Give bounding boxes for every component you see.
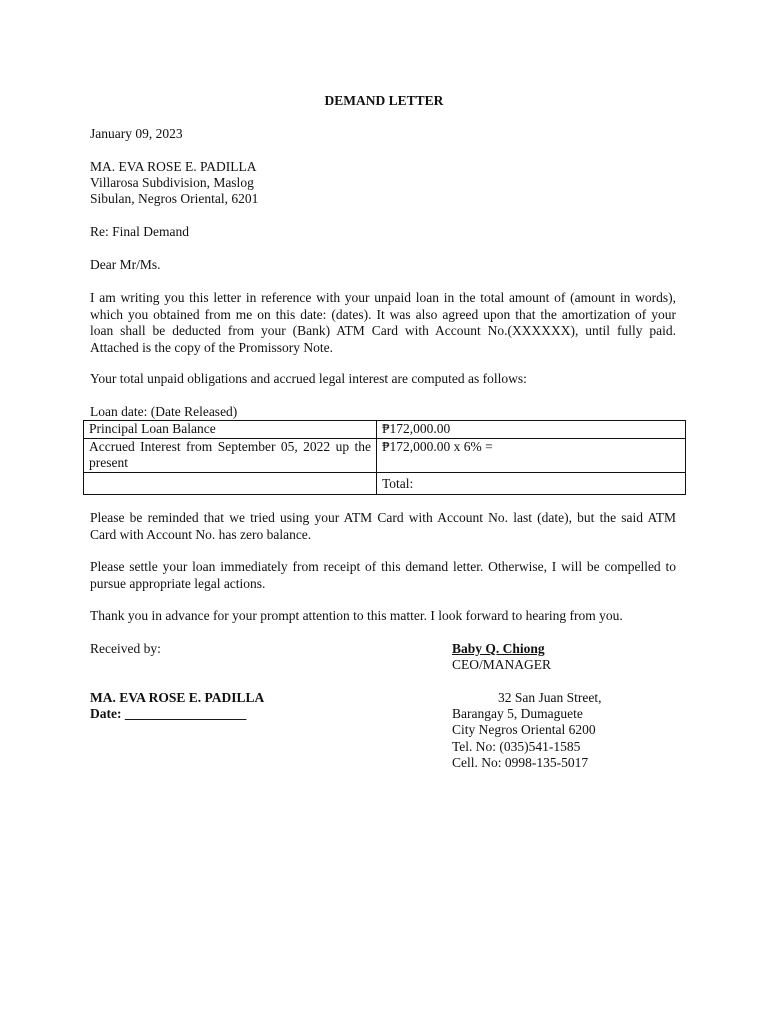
paragraph-line: I am writing you this letter in reference with your unpaid loan in the total amount of (amount in words), — [90, 290, 676, 305]
receiver-date-line: Date: __________________ — [90, 706, 247, 721]
paragraph-computation-intro: Your total unpaid obligations and accrued legal interest are computed as follows: — [90, 371, 527, 386]
sender-telephone: Tel. No: (035)541-1585 — [452, 739, 581, 754]
recipient-name: MA. EVA ROSE E. PADILLA — [90, 159, 257, 174]
letter-date: January 09, 2023 — [90, 126, 183, 141]
paragraph-settle-loan — [90, 559, 676, 592]
paragraph-thank-you: Thank you in advance for your prompt attention to this matter. I look forward to hearing from you. — [90, 608, 623, 623]
recipient-address-line-1: Villarosa Subdivision, Maslog — [90, 175, 254, 190]
table-cell: Total: — [377, 472, 686, 494]
sender-cellphone: Cell. No: 0998-135-5017 — [452, 755, 589, 770]
sender-address-line-2: Barangay 5, Dumaguete — [452, 706, 583, 721]
table-cell: Principal Loan Balance — [84, 421, 377, 439]
computation-table — [83, 420, 686, 495]
paragraph-line: which you obtained from me on this date: (dates). It was also agreed upon that the amortization of your — [90, 306, 676, 322]
paragraph-loan-reference — [90, 290, 676, 356]
table-row — [84, 438, 686, 472]
subject-line: Re: Final Demand — [90, 224, 189, 239]
sender-address-line-3: City Negros Oriental 6200 — [452, 722, 596, 737]
paragraph-line: Please be reminded that we tried using your ATM Card with Account No. last (date), but the said ATM — [90, 510, 676, 525]
table-cell — [84, 472, 377, 494]
paragraph-line: loan shall be deducted from your (Bank) ATM Card with Account No.(XXXXXX), until fully paid. — [90, 323, 676, 338]
table-row — [84, 421, 686, 439]
table-cell: ₱172,000.00 — [377, 421, 686, 439]
paragraph-atm-reminder — [90, 510, 676, 543]
signer-title: CEO/MANAGER — [452, 657, 552, 672]
paragraph-line: pursue appropriate legal actions. — [90, 575, 266, 591]
sender-address-line-1: 32 San Juan Street, — [498, 690, 602, 705]
paragraph-line: Card with Account No. has zero balance. — [90, 526, 312, 542]
loan-date-label: Loan date: (Date Released) — [90, 404, 238, 419]
table-cell: ₱172,000.00 x 6% = — [377, 438, 686, 472]
signer-name: Baby Q. Chiong — [452, 641, 545, 656]
salutation: Dear Mr/Ms. — [90, 257, 161, 272]
table-cell: Accrued Interest from September 05, 2022 up the present — [84, 438, 377, 472]
paragraph-line: Attached is the copy of the Promissory Note. — [90, 339, 333, 355]
table-row — [84, 472, 686, 494]
receiver-name: MA. EVA ROSE E. PADILLA — [90, 690, 265, 705]
recipient-address-line-2: Sibulan, Negros Oriental, 6201 — [90, 191, 259, 206]
paragraph-line: Please settle your loan immediately from receipt of this demand letter. Otherwise, I will be compelled to — [90, 559, 676, 574]
letter-title: DEMAND LETTER — [324, 93, 444, 108]
received-by-label: Received by: — [90, 641, 161, 656]
